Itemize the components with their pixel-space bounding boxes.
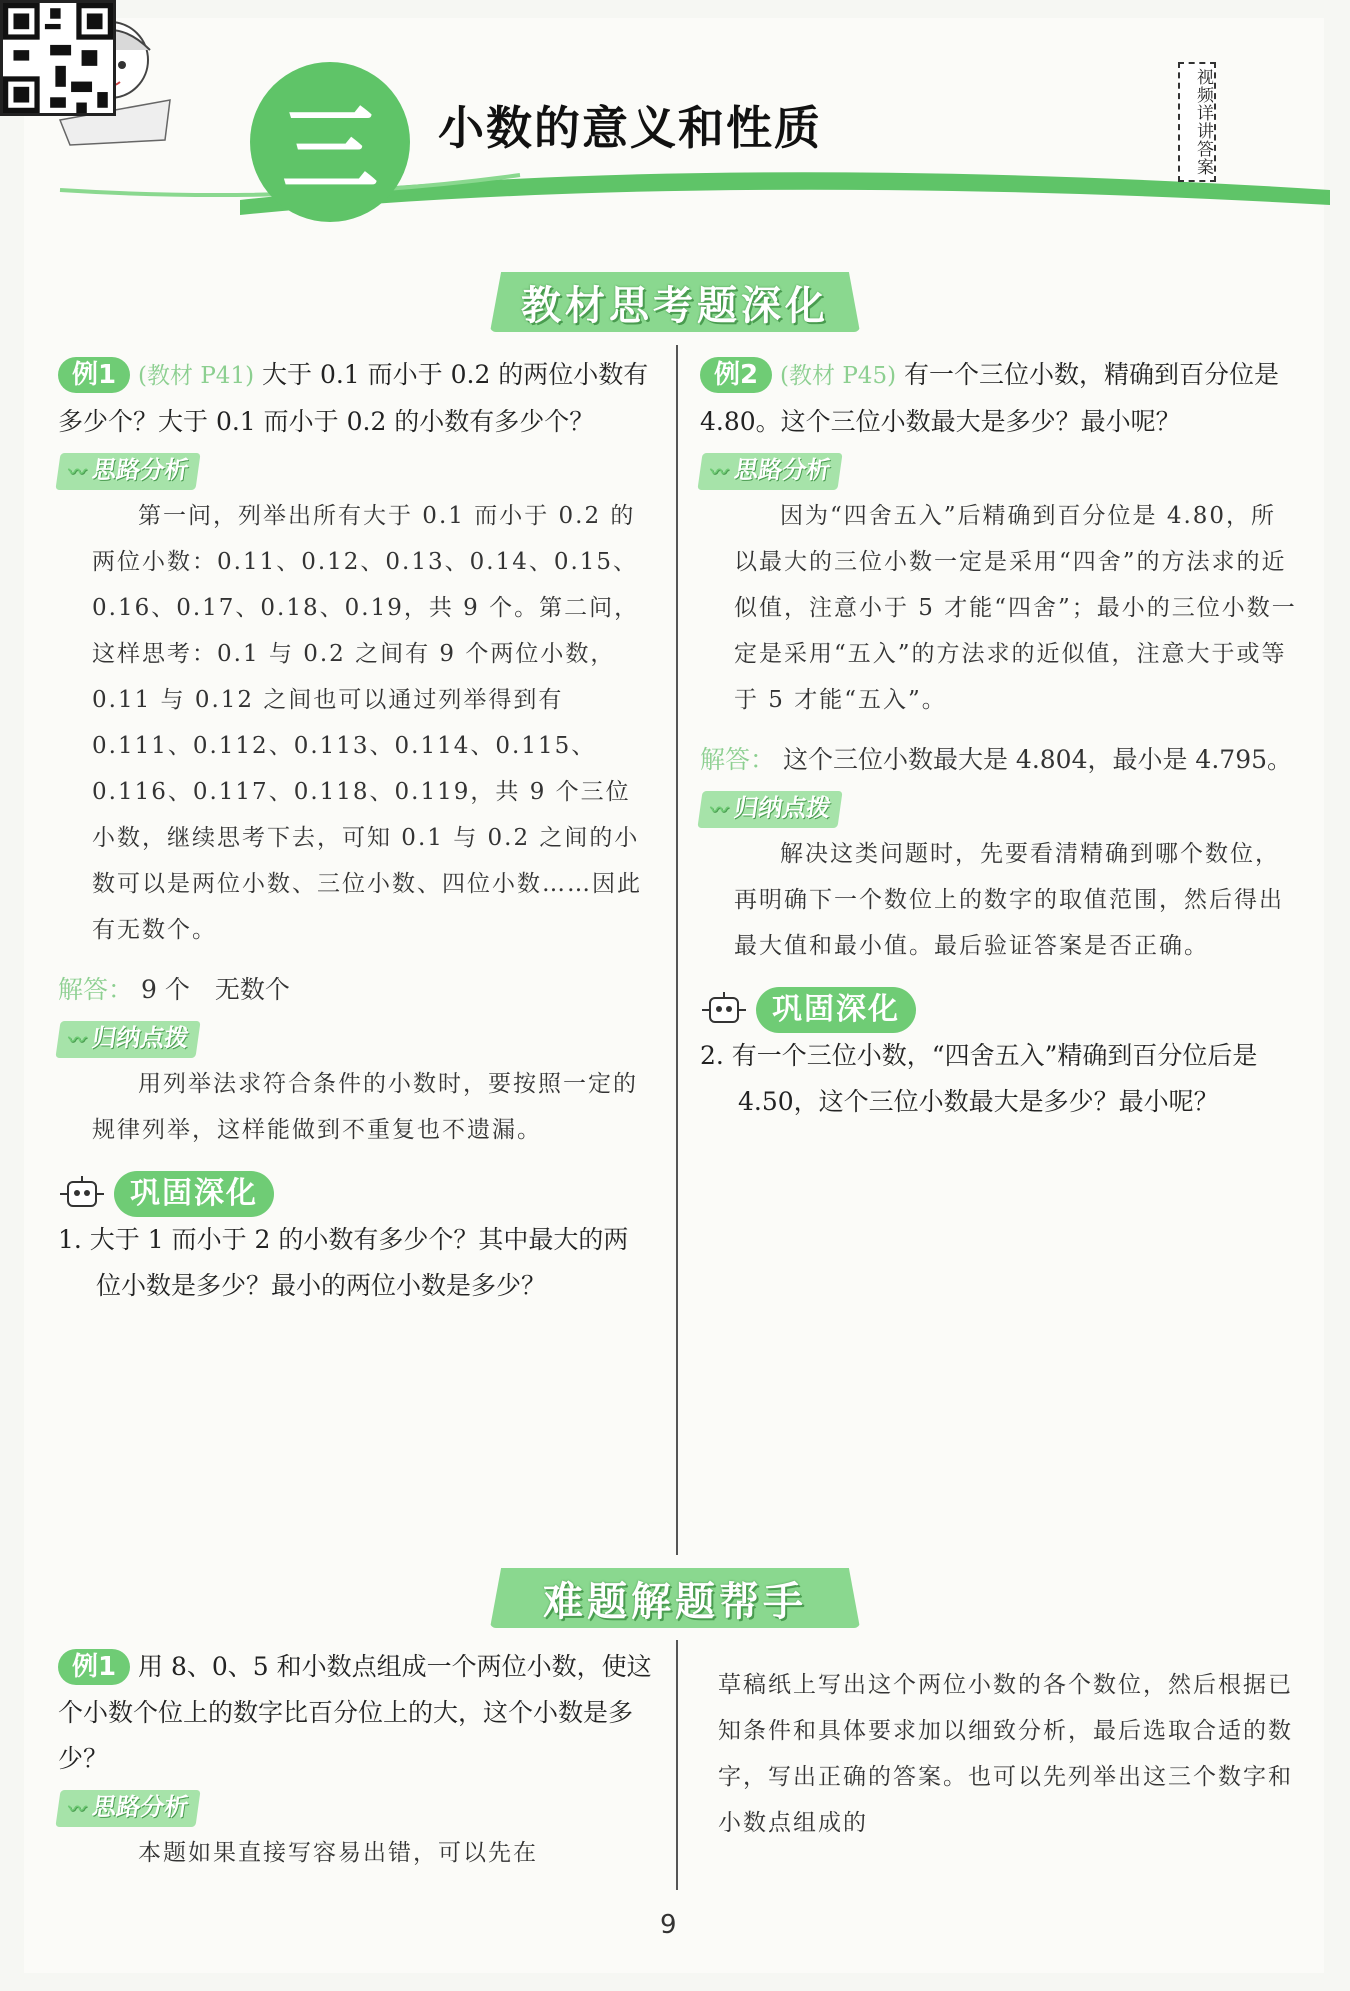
summary-heading: 〰 归纳点拨: [55, 1021, 200, 1058]
practice-title: 巩固深化: [114, 1171, 274, 1217]
analysis-text: 因为“四舍五入”后精确到百分位是 4.80，所以最大的三位小数一定是采用“四舍”的方法求的近似值，注意小于 5 才能“四舍”；最小的三位小数一定是采用“五入”的方法求的近似值，注意大于或等于 5 才能“五入”。: [734, 503, 1297, 713]
practice-heading: [700, 987, 1300, 1033]
chapter-header: [0, 0, 1350, 240]
summary-text: 用列举法求符合条件的小数时，要按照一定的规律列举，这样能做到不重复也不遗漏。: [92, 1071, 638, 1143]
example1-question: [58, 352, 653, 445]
answer-text: 9 个 无数个: [140, 975, 290, 1004]
summary-text: 解决这类问题时，先要看清精确到哪个数位，再明确下一个数位上的数字的取值范围，然后得出最大值和最小值。最后验证答案是否正确。: [734, 841, 1284, 959]
example2-question: [700, 352, 1300, 445]
analysis-text: 本题如果直接写容易出错，可以先在: [138, 1840, 538, 1866]
answer-text: 这个三位小数最大是 4.804，最小是 4.795。: [782, 745, 1293, 774]
section-banner-textbook: [490, 272, 860, 332]
practice-question-2: 2. 有一个三位小数，“四舍五入”精确到百分位后是 4.50，这个三位小数最大是多少？最小呢？: [700, 1041, 1258, 1116]
example1-column: [58, 352, 653, 1309]
analysis-text-continued: 草稿纸上写出这个两位小数的各个数位，然后根据已知条件和具体要求加以细致分析，最后选取合适的数字，写出正确的答案。也可以先列举出这三个数字和小数点组成的: [718, 1672, 1293, 1836]
chapter-title: 小数的意义和性质: [438, 101, 822, 155]
question-text: 用 8、0、5 和小数点组成一个两位小数，使这个小数个位上的数字比百分位上的大，这个小数是多少？: [58, 1652, 652, 1773]
practice-question-1: 1. 大于 1 而小于 2 的小数有多少个？其中最大的两位小数是多少？最小的两位小数是多少？: [58, 1225, 629, 1300]
page-number: 9: [660, 1910, 677, 1940]
summary-heading: 〰 归纳点拨: [697, 791, 842, 828]
question-text: 大于 0.1 而小于 0.2 的两位小数有多少个？大于 0.1 而小于 0.2 的小数有多少个？: [58, 360, 649, 436]
question-text: 有一个三位小数，精确到百分位是 4.80。这个三位小数最大是多少？最小呢？: [700, 360, 1280, 436]
qr-label: 视频详讲答案: [1178, 62, 1216, 182]
answer-line: [700, 737, 1300, 783]
difficult-example-question: [58, 1644, 653, 1782]
textbook-source: (教材 P45): [780, 363, 897, 389]
section-banner-difficult: [490, 1568, 860, 1628]
difficult-analysis-continued: [700, 1662, 1300, 1846]
section-banner-text: 难题解题帮手: [543, 1578, 807, 1625]
textbook-source: (教材 P41): [138, 363, 255, 389]
difficult-example-column: [58, 1644, 653, 1876]
qr-code-icon[interactable]: [0, 0, 116, 116]
example-tag: 例1: [58, 1649, 130, 1685]
analysis-heading: 〰 思路分析: [55, 1790, 200, 1827]
answer-line: [58, 967, 653, 1013]
chapter-number-badge: 三: [250, 62, 410, 222]
example-tag: 例1: [58, 357, 130, 393]
answer-label: 解答：: [58, 975, 134, 1004]
robot-icon: [700, 990, 748, 1030]
analysis-text: 第一问，列举出所有大于 0.1 而小于 0.2 的两位小数：0.11、0.12、0.13、0.14、0.15、0.16、0.17、0.18、0.19，共 9 个。第二问，这样思考：0.1 与 0.2 之间有 9 个两位小数，0.11 与 0.12 之间也可以通过列举得到有 0.111、0.112、0.113、0.114、0.115、0.116、0.117、0.118、0.119，共 9 个三位小数，继续思考下去，可知 0.1 与 0.2 之间的小数可以是两位小数、三位小数、四位小数……因此有无数个。: [92, 503, 642, 943]
column-divider: [676, 1640, 678, 1890]
example-tag: 例2: [700, 357, 772, 393]
column-divider: [676, 345, 678, 1555]
answer-label: 解答：: [700, 745, 776, 774]
example2-column: [700, 352, 1300, 1125]
analysis-heading: 〰 思路分析: [55, 453, 200, 490]
section-banner-text: 教材思考题深化: [521, 282, 829, 329]
robot-icon: [58, 1174, 106, 1214]
analysis-heading: 〰 思路分析: [697, 453, 842, 490]
practice-title: 巩固深化: [756, 987, 916, 1033]
practice-heading: [58, 1171, 653, 1217]
